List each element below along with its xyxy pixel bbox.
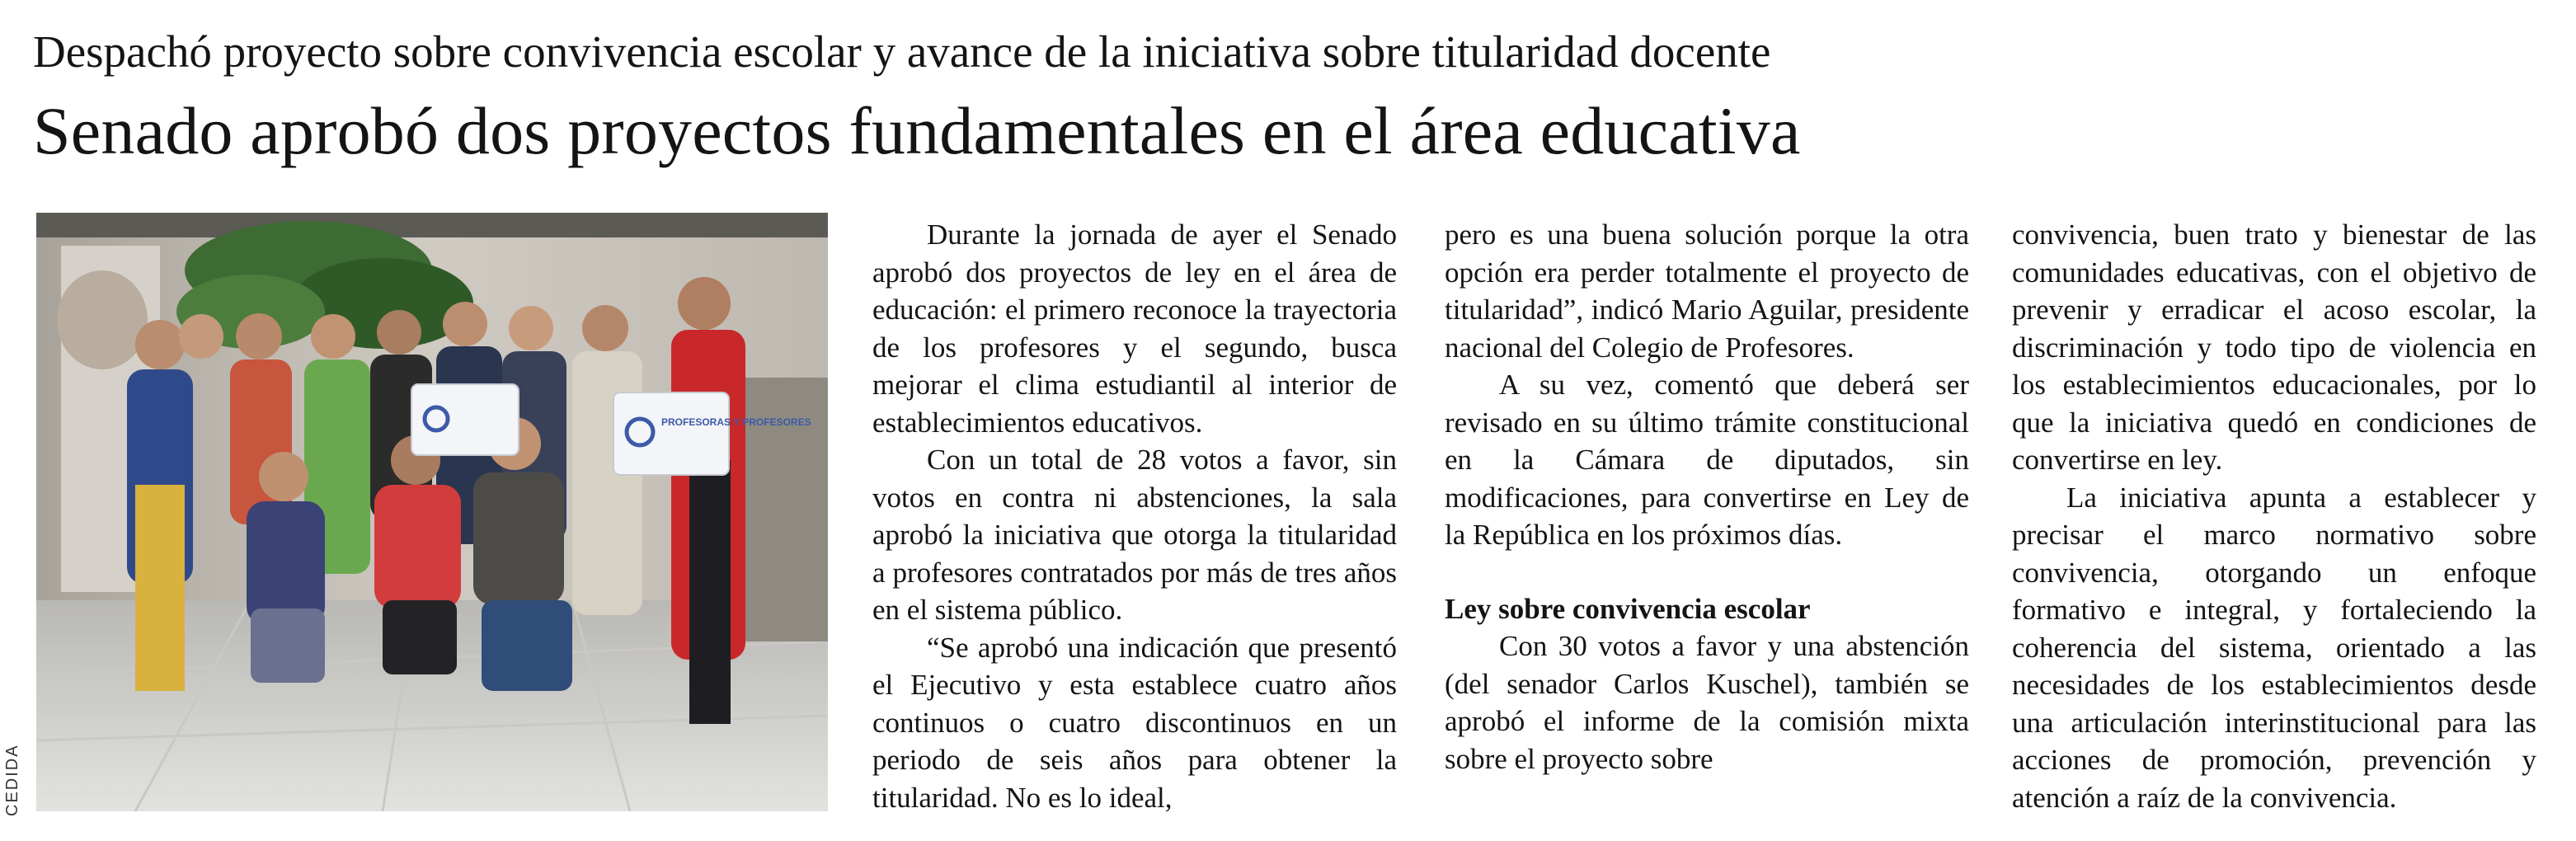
paragraph: “Se aprobó una indicación que presentó el Ejecutivo y esta establece cuatro años continuos o cuatro discontinuos en un periodo de seis años para obtener la titularidad. No es lo ideal, xyxy=(872,631,1397,814)
paragraph-continuation: convivencia, buen trato y bienestar de las comunidades educativas, con el objetivo de prevenir y erradicar el acoso escolar, la discriminación y todo tipo de violencia en los establecimientos educacionales, por lo que la iniciativa quedó en condiciones de convertirse en ley. xyxy=(2012,218,2536,476)
article-photo xyxy=(36,213,828,811)
article-column-3 xyxy=(2012,216,2536,825)
article-column-1 xyxy=(872,216,1397,825)
paragraph-continuation: pero es una buena solución porque la otra opción era perder totalmente el proyecto de titularidad”, indicó Mario Aguilar, presidente nacional del Colegio de Profesores. xyxy=(1445,218,1969,364)
article-headline: Senado aprobó dos proyectos fundamentales en el área educativa xyxy=(33,93,1801,168)
paragraph: A su vez, comentó que deberá ser revisado en su último trámite constitucional en la Cámara de diputados, sin modificaciones, para convertirse en Ley de la República en los próximos días. xyxy=(1445,369,1969,551)
article-column-2 xyxy=(1445,216,1969,825)
flag-text: PROFESORAS Y PROFESORES xyxy=(661,416,811,428)
paragraph: Con 30 votos a favor y una abstención (del senador Carlos Kuschel), también se aprobó el informe de la comisión mixta sobre el proyecto sobre xyxy=(1445,630,1969,775)
group-photo-illustration xyxy=(36,213,828,811)
paragraph: Con un total de 28 votos a favor, sin votos en contra ni abstenciones, la sala aprobó la iniciativa que otorga la titularidad a profesores contratados por más de tres años en el sistema público. xyxy=(872,444,1397,626)
paragraph: Durante la jornada de ayer el Senado aprobó dos proyectos de ley en el área de educación: el primero reconoce la trayectoria de los profesores y el segundo, busca mejorar el clima estudiantil al interior de establecimientos educativos. xyxy=(872,218,1397,439)
paragraph: La iniciativa apunta a establecer y precisar el marco normativo sobre convivencia, otorgando un enfoque formativo e integral, y fortaleciendo la coherencia del sistema, orientado a las necesidades de los establecimientos desde una articulación interinstitucional para las acciones de promoción, prevención y atención a raíz de la convivencia. xyxy=(2012,481,2536,814)
photo-credit: CEDIDA xyxy=(3,744,21,816)
section-subhead: Ley sobre convivencia escolar xyxy=(1445,592,1811,625)
article-kicker: Despachó proyecto sobre convivencia escolar y avance de la iniciativa sobre titularidad docente xyxy=(33,26,1771,77)
